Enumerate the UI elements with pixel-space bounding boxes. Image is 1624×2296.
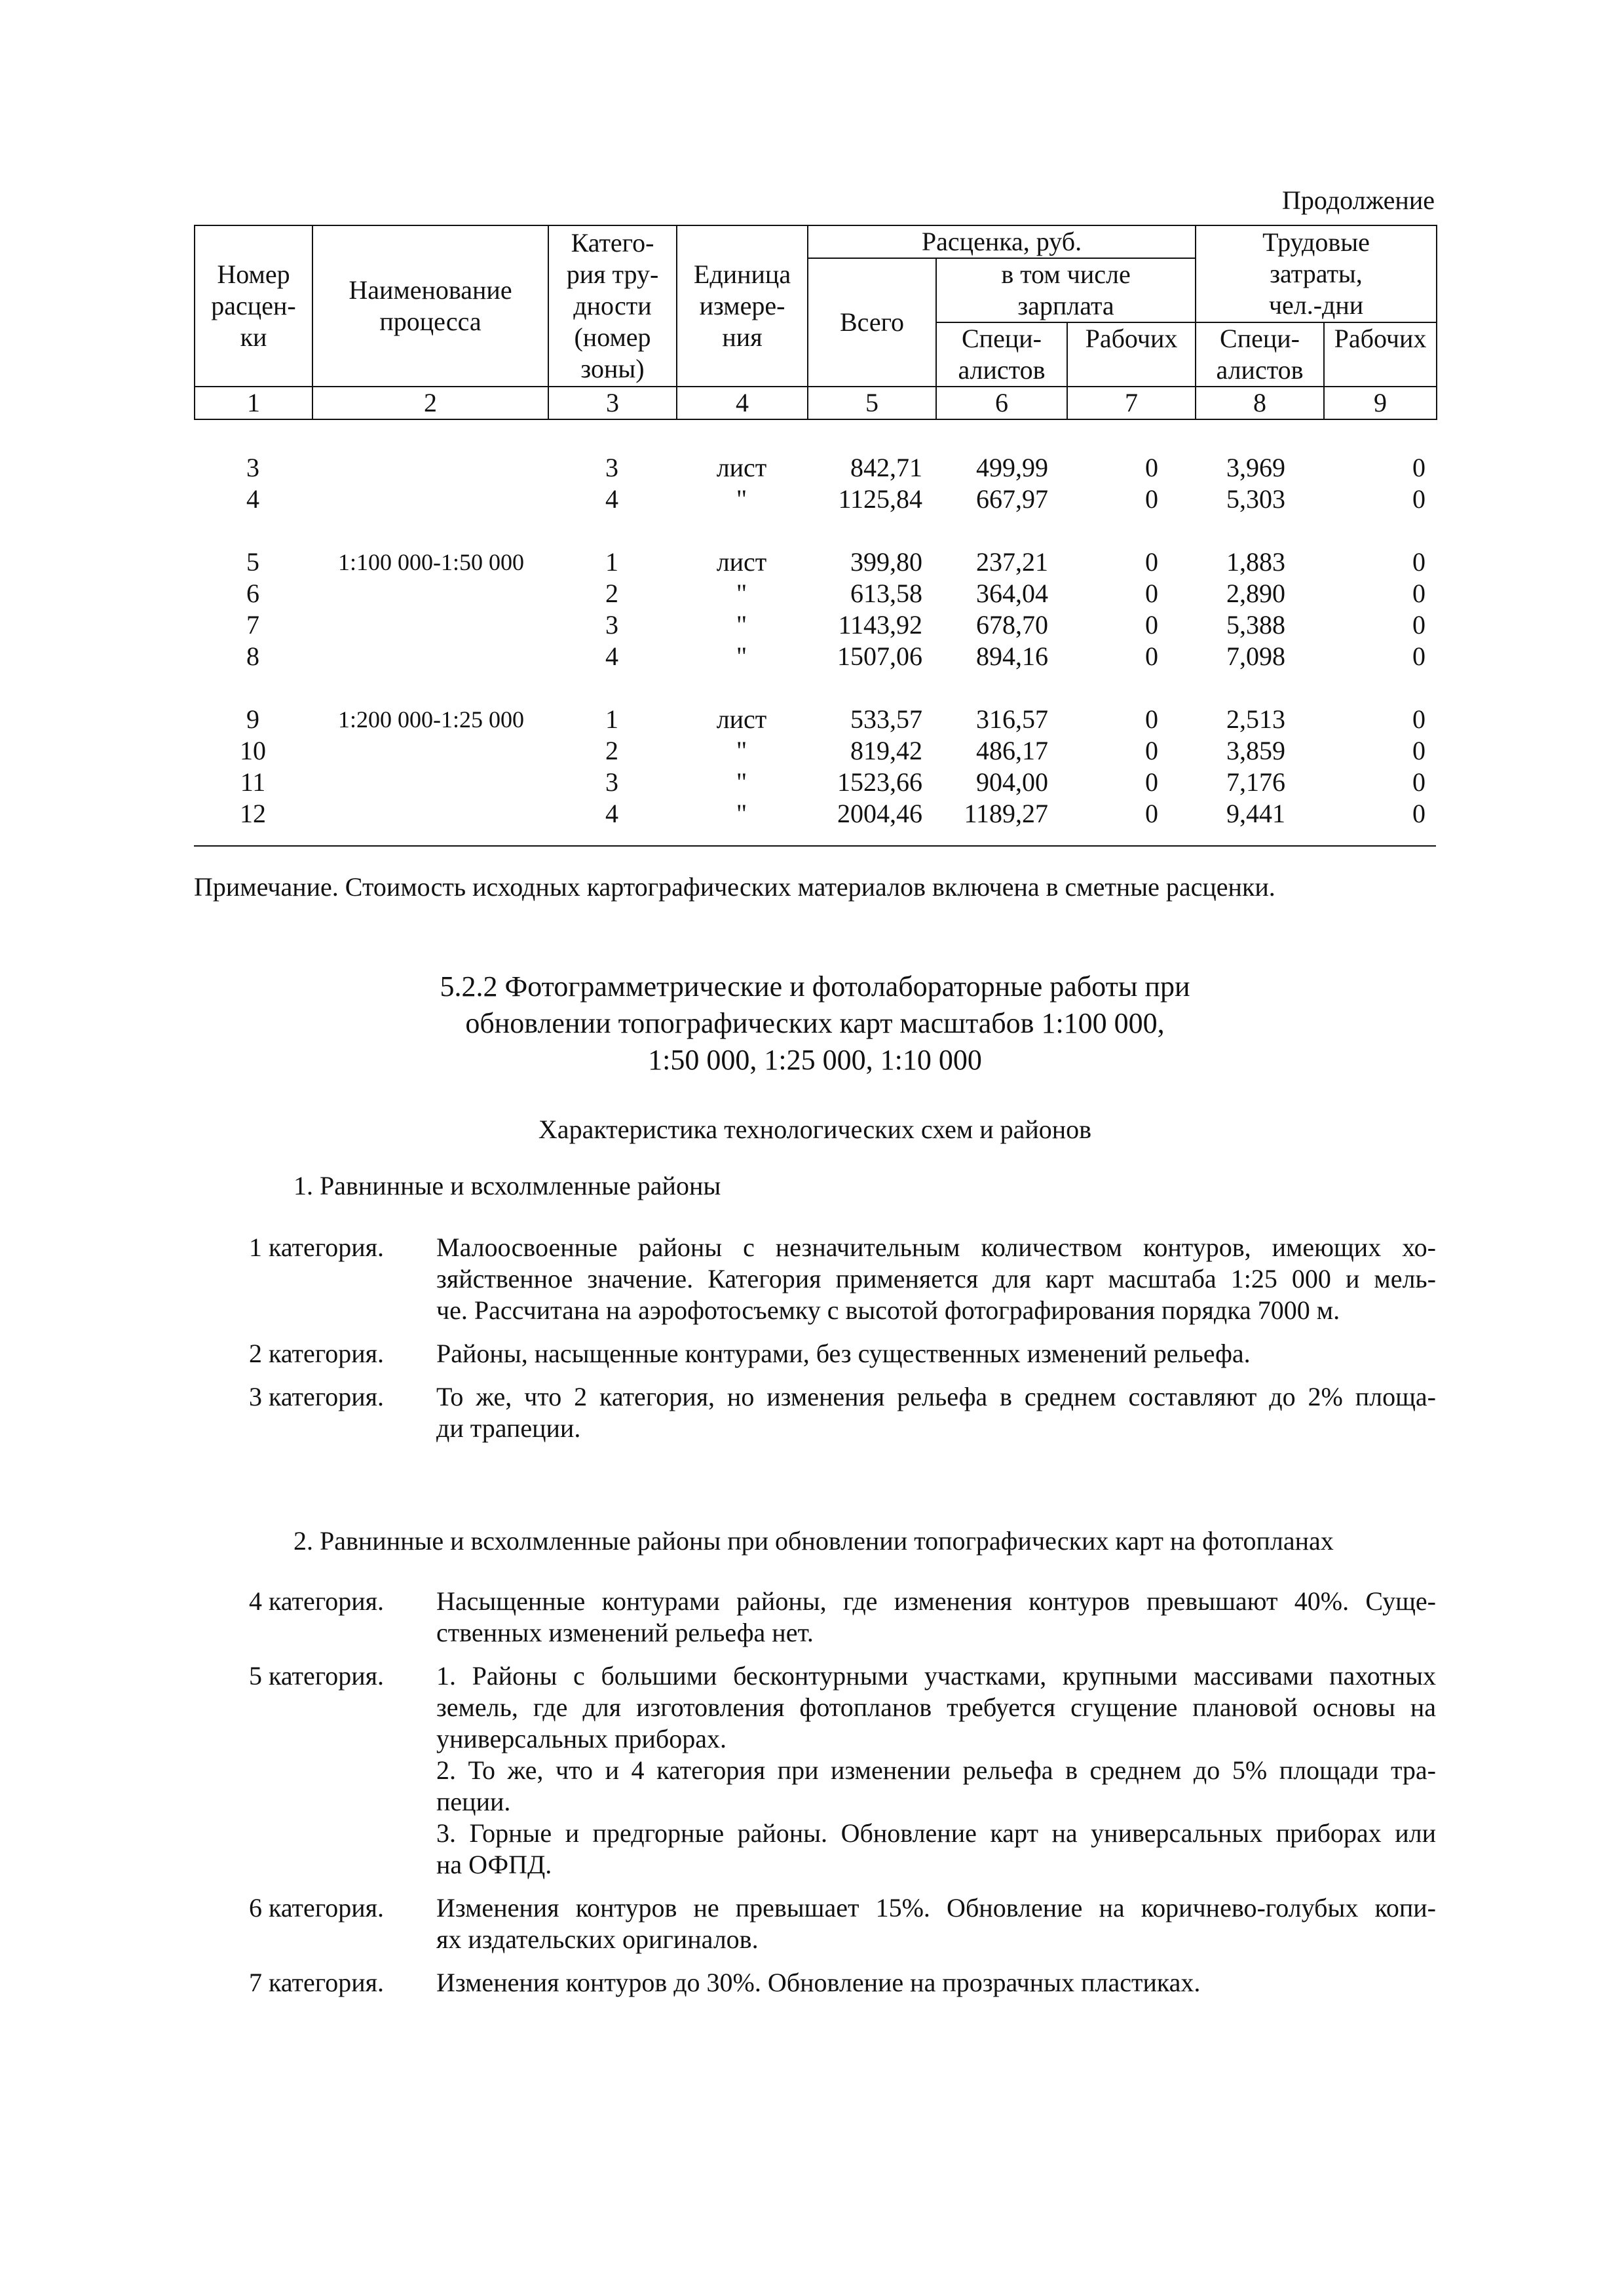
category-label: 5 категория. [249, 1661, 384, 1691]
category-label: 1 категория. [249, 1233, 384, 1262]
description-line: пеции. [436, 1787, 511, 1816]
cell-num: 10 [240, 736, 266, 765]
cell-spec: 316,57 [976, 704, 1048, 734]
column-number: 5 [808, 387, 936, 419]
description-line: ственных изменений рельефа нет. [436, 1618, 814, 1647]
table-row [194, 735, 1436, 767]
cell-spec: 894,16 [976, 641, 1048, 671]
description-line: че. Рассчитана на аэрофотосъемку с высотой фотографирования порядка 7000 м. [436, 1295, 1340, 1325]
cell-cat: 4 [605, 799, 618, 828]
cell-lspec: 5,388 [1226, 610, 1285, 640]
category-label: 7 категория. [249, 1968, 384, 1997]
table-row [194, 609, 1436, 641]
cell-lwork: 0 [1412, 736, 1426, 765]
cell-total: 533,57 [850, 704, 922, 734]
cell-unit: " [736, 736, 747, 765]
group-2-title: 2. Равнинные и всхолмленные районы при обновлении топографических карт на фотопланах [293, 1526, 1334, 1556]
cell-unit: " [736, 579, 747, 608]
category-label: 4 категория. [249, 1586, 384, 1616]
cell-total: 1143,92 [838, 610, 922, 640]
cell-lwork: 0 [1412, 704, 1426, 734]
description-line: 2. То же, что и 4 категория при изменении рельефа в среднем до 5% площади тра- [436, 1755, 1436, 1785]
group-1-title: 1. Равнинные и всхолмленные районы [293, 1171, 721, 1200]
cell-work: 0 [1145, 799, 1158, 828]
cell-unit: " [736, 767, 747, 797]
cell-unit: " [736, 641, 747, 671]
column-number: 7 [1067, 387, 1196, 419]
category-description [436, 1381, 1436, 1444]
section-title-line: 1:50 000, 1:25 000, 1:10 000 [648, 1044, 982, 1076]
column-numbers-row [195, 387, 1437, 419]
cell-lspec: 2,513 [1226, 704, 1285, 734]
cell-spec: 486,17 [976, 736, 1048, 765]
cell-work: 0 [1145, 547, 1158, 577]
cell-spec: 364,04 [976, 579, 1048, 608]
cell-unit: " [736, 484, 747, 514]
cell-num: 12 [240, 799, 266, 828]
cell-work: 0 [1145, 579, 1158, 608]
cell-spec: 237,21 [976, 547, 1048, 577]
category-description [436, 1660, 1436, 1881]
table-row [194, 641, 1436, 672]
cell-lspec: 7,098 [1226, 641, 1285, 671]
header-specialists: Специ- алистов [936, 322, 1067, 387]
cell-lwork: 0 [1412, 484, 1426, 514]
cell-spec: 499,99 [976, 453, 1048, 482]
cell-name: 1:100 000-1:50 000 [338, 549, 524, 575]
description-line: Изменения контуров не превышает 15%. Обновление на коричнево-голубых копи- [436, 1893, 1436, 1923]
category-label: 2 категория. [249, 1339, 384, 1368]
header-labor-workers: Рабочих [1324, 322, 1437, 387]
cell-cat: 2 [605, 579, 618, 608]
table-row [194, 704, 1436, 735]
cell-total: 1523,66 [837, 767, 922, 797]
cell-total: 842,71 [850, 453, 922, 482]
cell-num: 3 [246, 453, 259, 482]
cell-total: 1507,06 [837, 641, 922, 671]
cell-num: 9 [246, 704, 259, 734]
table-row [194, 452, 1436, 484]
cell-work: 0 [1145, 610, 1158, 640]
cell-lspec: 2,890 [1226, 579, 1285, 608]
cell-spec: 1189,27 [964, 799, 1048, 828]
cell-total: 1125,84 [838, 484, 922, 514]
cell-unit: " [736, 799, 747, 828]
cell-spec: 678,70 [976, 610, 1048, 640]
category-description [436, 1586, 1436, 1649]
header-incl: в том числе [936, 258, 1196, 290]
column-number: 2 [312, 387, 548, 419]
cell-num: 11 [240, 767, 266, 797]
category-label: 6 категория. [249, 1893, 384, 1923]
section-title-line: 5.2.2 Фотограмметрические и фотолабораторные работы при [440, 970, 1190, 1003]
table-row [194, 767, 1436, 798]
cell-cat: 3 [605, 610, 618, 640]
cell-work: 0 [1145, 641, 1158, 671]
description-line: 3. Горные и предгорные районы. Обновление карт на универсальных приборах или [436, 1818, 1436, 1848]
description-line: 1. Районы с большими бесконтурными участками, крупными массивами пахотных [436, 1661, 1436, 1691]
category-description [436, 1892, 1436, 1955]
section-subtitle: Характеристика технологических схем и районов [538, 1115, 1092, 1144]
header-workers: Рабочих [1067, 322, 1196, 387]
category-description [436, 1338, 1436, 1369]
table-row [194, 798, 1436, 830]
cell-lwork: 0 [1412, 641, 1426, 671]
header-salary: зарплата [936, 290, 1196, 322]
description-line: земель, где для изготовления фотопланов требуется сгущение плановой основы на [436, 1693, 1436, 1722]
cell-cat: 3 [605, 767, 618, 797]
header-category: Катего- рия тру- дности (номер зоны) [548, 225, 677, 387]
column-number: 6 [936, 387, 1067, 419]
cell-lwork: 0 [1412, 579, 1426, 608]
description-line: Малоосвоенные районы с незначительным количеством контуров, имеющих хо- [436, 1233, 1436, 1262]
cell-lspec: 7,176 [1226, 767, 1285, 797]
description-line: Изменения контуров до 30%. Обновление на прозрачных пластиках. [436, 1968, 1201, 1997]
cell-work: 0 [1145, 767, 1158, 797]
cell-spec: 667,97 [976, 484, 1048, 514]
rates-table-body [194, 452, 1436, 830]
header-unit: Единица измере- ния [677, 225, 808, 387]
description-line: зяйственное значение. Категория применяется для карт масштаба 1:25 000 и мель- [436, 1264, 1436, 1293]
cell-num: 8 [246, 641, 259, 671]
header-labor-specialists: Специ- алистов [1196, 322, 1324, 387]
cell-cat: 1 [605, 704, 618, 734]
cell-work: 0 [1145, 453, 1158, 482]
cell-num: 5 [246, 547, 259, 577]
table-row [194, 484, 1436, 515]
cell-lwork: 0 [1412, 453, 1426, 482]
cell-spec: 904,00 [976, 767, 1048, 797]
description-line: универсальных приборах. [436, 1724, 727, 1753]
cell-unit: лист [716, 704, 767, 734]
cell-cat: 4 [605, 641, 618, 671]
header-name: Наименование процесса [312, 225, 548, 387]
cell-name: 1:200 000-1:25 000 [338, 706, 524, 733]
cell-lwork: 0 [1412, 547, 1426, 577]
description-line: Районы, насыщенные контурами, без существенных изменений рельефа. [436, 1339, 1251, 1368]
column-number: 3 [548, 387, 677, 419]
cell-lspec: 5,303 [1226, 484, 1285, 514]
cell-cat: 4 [605, 484, 618, 514]
table-row [194, 578, 1436, 609]
cell-unit: лист [716, 453, 767, 482]
cell-lspec: 3,969 [1226, 453, 1285, 482]
column-number: 1 [195, 387, 312, 419]
continuation-label: Продолжение [1282, 185, 1435, 215]
table-row [194, 546, 1436, 578]
cell-work: 0 [1145, 704, 1158, 734]
table-note: Примечание. Стоимость исходных картографических материалов включена в сметные расценки. [194, 872, 1275, 902]
description-line: ди трапеции. [436, 1413, 581, 1443]
cell-lspec: 9,441 [1226, 799, 1285, 828]
cell-num: 7 [246, 610, 259, 640]
column-number: 9 [1324, 387, 1437, 419]
cell-num: 6 [246, 579, 259, 608]
cell-lspec: 1,883 [1226, 547, 1285, 577]
category-label: 3 категория. [249, 1382, 384, 1411]
cell-work: 0 [1145, 736, 1158, 765]
cell-total: 613,58 [850, 579, 922, 608]
cell-work: 0 [1145, 484, 1158, 514]
cell-cat: 2 [605, 736, 618, 765]
header-number: Номер расцен- ки [195, 225, 312, 387]
category-description [436, 1967, 1436, 1999]
column-number: 8 [1196, 387, 1324, 419]
cell-unit: лист [716, 547, 767, 577]
cell-lwork: 0 [1412, 799, 1426, 828]
table-bottom-rule [194, 845, 1436, 847]
cell-unit: " [736, 610, 747, 640]
column-number: 4 [677, 387, 808, 419]
cell-cat: 3 [605, 453, 618, 482]
header-labor-group: Трудовые затраты, чел.-дни [1196, 225, 1437, 322]
category-description [436, 1232, 1436, 1326]
cell-lwork: 0 [1412, 610, 1426, 640]
rates-table-header [194, 225, 1437, 420]
section-title-line: обновлении топографических карт масштабов 1:100 000, [465, 1007, 1165, 1039]
cell-total: 2004,46 [837, 799, 922, 828]
description-line: ях издательских оригиналов. [436, 1924, 759, 1954]
description-line: То же, что 2 категория, но изменения рельефа в среднем составляют до 2% площа- [436, 1382, 1436, 1411]
description-line: на ОФПД. [436, 1850, 552, 1879]
description-line: Насыщенные контурами районы, где изменения контуров превышают 40%. Суще- [436, 1586, 1436, 1616]
cell-lwork: 0 [1412, 767, 1426, 797]
cell-num: 4 [246, 484, 259, 514]
cell-total: 399,80 [850, 547, 922, 577]
cell-total: 819,42 [850, 736, 922, 765]
header-total: Всего [808, 258, 936, 387]
header-price-group: Расценка, руб. [808, 225, 1196, 258]
cell-cat: 1 [605, 547, 618, 577]
cell-lspec: 3,859 [1226, 736, 1285, 765]
